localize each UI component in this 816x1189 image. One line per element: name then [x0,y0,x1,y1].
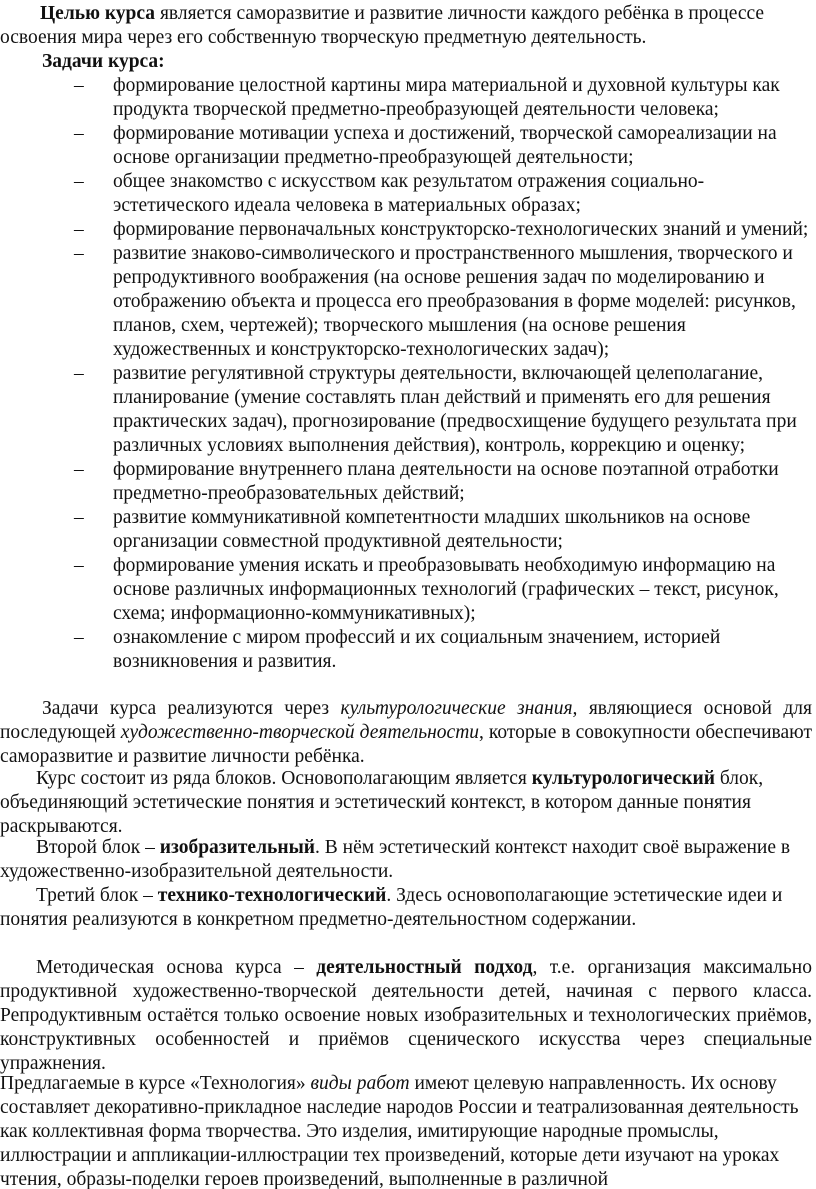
bold-term: деятельностный подход [316,957,533,978]
list-item-text: формирование умения искать и преобразовывать необходимую информацию на основе различных информационных технологий (графических – текст, рисунок, схема; информационно-коммуникативных); [113,555,779,624]
list-item-text: формирование мотивации успеха и достижений, творческой самореализации на основе организации предметно-преобразующей деятельности; [113,123,777,168]
works-paragraph [0,1072,812,1189]
italic-term: виды работ [310,1073,410,1094]
text-run: . В нём эстетический контекст находит своё выражение в художественно-изобразительной деятельности. [0,837,791,882]
list-item [0,554,816,626]
goal-text: является саморазвитие и развитие личности каждого ребёнка в процессе освоения мира через его собственную творческую предметную деятельность. [0,3,765,48]
bold-term: изобразительный [159,837,316,858]
dash-bullet: – [74,627,84,648]
dash-bullet: – [74,459,84,480]
blocks-paragraph [0,767,812,839]
text-run: Предлагаемые в курсе «Технология» [0,1073,311,1094]
list-item-text: развитие регулятивной структуры деятельности, включающей целеполагание, планирование (умение составлять план действий и применять его для решения практических задач), прогнозирование (предвосхищение будущего результата при различных условиях выполнения действия), контроль, коррекцию и оценку; [113,363,797,456]
list-item [0,458,816,506]
list-item [0,218,816,242]
goal-label: Целью курса [40,3,156,24]
list-item-text: развитие знаково-символического и пространственного мышления, творческого и репродуктивного воображения (на основе решения задач по моделированию и отображению объекта и процесса его преобразования в форме моделей: рисунков, планов, схем, чертежей); творческого мышления (на основе решения художественных и конструкторско-технологических задач); [113,243,796,360]
dash-bullet: – [74,363,84,384]
list-item-text: развитие коммуникативной компетентности младших школьников на основе организации совместной продуктивной деятельности; [113,507,751,552]
tasks-heading: Задачи курса: [42,51,165,72]
dash-bullet: – [74,219,84,240]
third-block-paragraph [0,884,812,932]
dash-bullet: – [74,555,84,576]
second-block-paragraph [0,836,812,884]
italic-term: художественно-творческой деятельности [120,722,480,743]
text-run: . Здесь основополагающие эстетические идеи и понятия реализуются в конкретном предметно-деятельностном содержании. [0,885,783,930]
text-run: имеют целевую направленность. Их основу составляет декоративно-прикладное наследие народов России и театрализованная деятельность как коллективная форма творчества. Это изделия, имитирующие народные промыслы, иллюстрации и аппликации-иллюстрации тех произведений, которые дети изучают на уроках чтения, образы-поделки героев произведений, выполненные в различной [0,1073,799,1189]
list-item [0,122,816,170]
text-run: Методическая основа курса – [36,957,317,978]
list-item [0,170,816,218]
text-run: Третий блок – [36,885,158,906]
list-item-text: формирование первоначальных конструкторско-технологических знаний и умений; [113,219,809,240]
list-item-text: формирование внутреннего плана деятельности на основе поэтапной отработки предметно-преобразовательных действий; [113,459,779,504]
list-item [0,506,816,554]
list-item [0,242,816,362]
list-item [0,626,816,674]
text-run: Курс состоит из ряда блоков. Основополагающим является [36,768,532,789]
dash-bullet: – [74,123,84,144]
dash-bullet: – [74,507,84,528]
list-item-text: ознакомление с миром профессий и их социальным значением, историей возникновения и развития. [113,627,721,672]
dash-bullet: – [74,171,84,192]
list-item [0,74,816,122]
dash-bullet: – [74,75,84,96]
text-run: Второй блок – [36,837,160,858]
tasks-realization-paragraph [0,697,812,769]
text-run: блок, объединяющий эстетические понятия и эстетический контекст, в котором данные понятия раскрываются. [0,768,764,837]
bold-term: культурологический [531,768,715,789]
dash-bullet: – [74,243,84,264]
bold-term: технико-технологический [157,885,387,906]
tasks-list [0,74,816,674]
list-item-text: общее знакомство с искусством как результатом отражения социально-эстетического идеала человека в материальных образах; [113,171,705,216]
text-run: , т.е. организация максимально продуктивной художественно-творческой деятельности детей, начиная с первого класса. Репродуктивным остаётся только освоение новых изобразительных и технологических приёмов, конструктивных особенностей и приёмов сценического искусства через специальные упражнения. [0,957,812,1074]
italic-term: культурологические знания, [340,698,578,719]
text-run: , которые в совокупности обеспечивают саморазвитие и развитие личности ребёнка. [0,722,812,767]
list-item [0,362,816,458]
text-run: Задачи курса реализуются через [42,698,341,719]
goal-paragraph [0,2,812,50]
list-item-text: формирование целостной картины мира материальной и духовной культуры как продукта творческой предметно-преобразующей деятельности человека; [113,75,780,120]
text-run: являющиеся основой для последующей [0,698,812,743]
methodology-paragraph [0,956,812,1076]
